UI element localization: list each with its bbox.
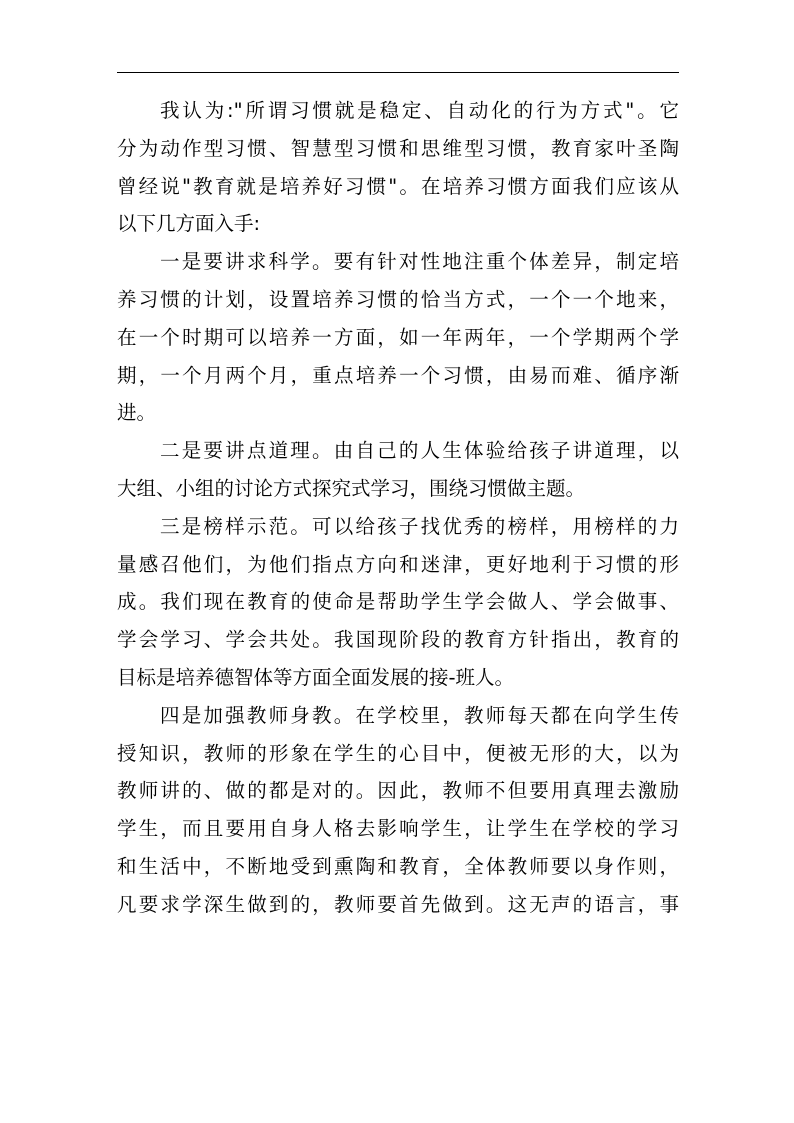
paragraph-point-one <box>117 243 679 432</box>
document-body <box>117 92 679 924</box>
text-line: 和生活中，不断地受到熏陶和教育，全体教师要以身作则， <box>117 854 679 878</box>
text-line: 一是要讲求科学。要有针对性地注重个体差异，制定培 <box>160 250 679 274</box>
text-line: 二是要讲点道理。由自己的人生体验给孩子讲道理，以 <box>160 439 679 463</box>
text-line: 三是榜样示范。可以给孩子找优秀的榜样，用榜样的力 <box>160 514 679 538</box>
text-line: 养习惯的计划，设置培养习惯的恰当方式，一个一个地来， <box>117 287 679 311</box>
text-line: 以下几方面入手: <box>117 212 261 236</box>
header-rule <box>117 72 679 73</box>
text-line: 凡要求学深生做到的，教师要首先做到。这无声的语言，事 <box>117 892 679 916</box>
text-line: 四是加强教师身教。在学校里，教师每天都在向学生传 <box>160 703 679 727</box>
text-line: 量感召他们，为他们指点方向和迷津，更好地利于习惯的形 <box>117 552 679 576</box>
text-line: 进。 <box>117 401 157 425</box>
paragraph-point-four <box>117 697 679 924</box>
paragraph-point-three <box>117 508 679 697</box>
text-line: 我认为:"所谓习惯就是稳定、自动化的行为方式"。它 <box>160 99 679 122</box>
paragraph-habit-definition <box>117 92 679 243</box>
text-line: 期，一个月两个月，重点培养一个习惯，由易而难、循序渐 <box>117 363 679 387</box>
text-line: 成。我们现在教育的使命是帮助学生学会做人、学会做事、 <box>117 590 679 614</box>
paragraph-point-two <box>117 432 679 508</box>
text-line: 分为动作型习惯、智慧型习惯和思维型习惯，教育家叶圣陶 <box>117 136 679 160</box>
text-line: 教师讲的、做的都是对的。因此，教师不但要用真理去激励 <box>117 779 679 803</box>
text-line: 曾经说"教育就是培养好习惯"。在培养习惯方面我们应该从 <box>117 174 679 198</box>
text-line: 目标是培养德智体等方面全面发展的接-班人。 <box>117 665 515 689</box>
text-line: 大组、小组的讨论方式探究式学习，围绕习惯做主题。 <box>117 476 586 500</box>
text-line: 在一个时期可以培养一方面，如一年两年，一个学期两个学 <box>117 325 679 349</box>
text-line: 学生，而且要用自身人格去影响学生，让学生在学校的学习 <box>117 817 679 841</box>
text-line: 学会学习、学会共处。我国现阶段的教育方针指出，教育的 <box>117 628 679 652</box>
text-line: 授知识，教师的形象在学生的心目中，便被无形的大，以为 <box>117 741 679 765</box>
